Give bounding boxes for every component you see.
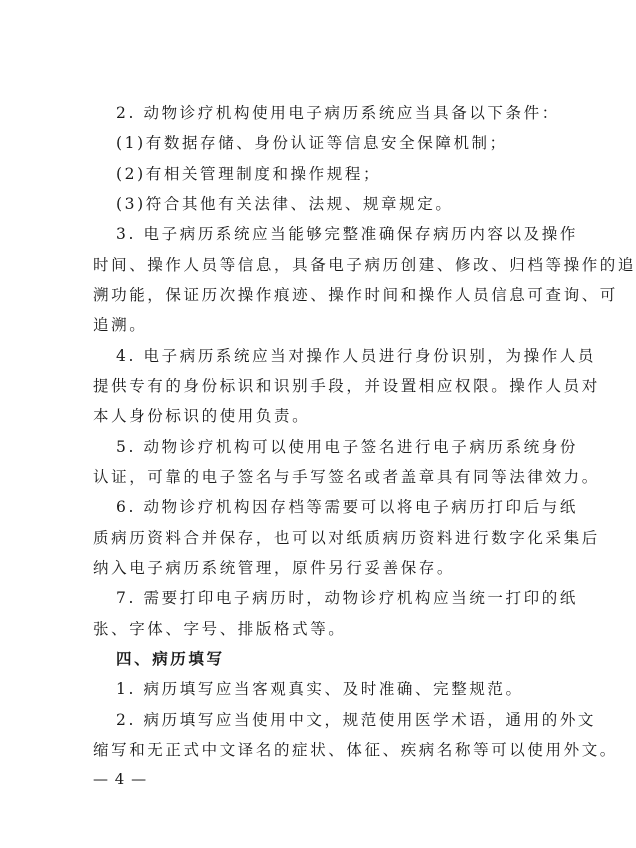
text-line: 认证，可靠的电子签名与手写签名或者盖章具有同等法律效力。 xyxy=(93,468,600,486)
page-number: — 4 — xyxy=(93,770,148,788)
text-line: 6. 动物诊疗机构因存档等需要可以将电子病历打印后与纸 xyxy=(116,498,578,516)
text-line: 3. 电子病历系统应当能够完整准确保存病历内容以及操作 xyxy=(116,225,578,243)
text-line: 张、字体、字号、排版格式等。 xyxy=(93,620,347,638)
text-line: 溯功能，保证历次操作痕迹、操作时间和操作人员信息可查询、可 xyxy=(93,286,618,304)
text-line: 2. 动物诊疗机构使用电子病历系统应当具备以下条件： xyxy=(116,104,560,122)
text-line: 缩写和无正式中文译名的症状、体征、疾病名称等可以使用外文。 xyxy=(93,741,618,759)
text-line: (2)有相关管理制度和操作规程； xyxy=(116,165,382,183)
text-line: 本人身份标识的使用负责。 xyxy=(93,407,311,425)
section-heading: 四、病历填写 xyxy=(116,650,225,668)
text-line: 提供专有的身份标识和识别手段，并设置相应权限。操作人员对 xyxy=(93,377,600,395)
text-line: 4. 电子病历系统应当对操作人员进行身份识别，为操作人员 xyxy=(116,347,597,365)
text-line: 时间、操作人员等信息，具备电子病历创建、修改、归档等操作的追 xyxy=(93,256,636,274)
text-line: (3)符合其他有关法律、法规、规章规定。 xyxy=(116,195,454,213)
text-line: 1. 病历填写应当客观真实、及时准确、完整规范。 xyxy=(116,680,524,698)
text-line: 5. 动物诊疗机构可以使用电子签名进行电子病历系统身份 xyxy=(116,438,578,456)
text-line: 2. 病历填写应当使用中文，规范使用医学术语，通用的外文 xyxy=(116,711,597,729)
text-line: (1)有数据存储、身份认证等信息安全保障机制； xyxy=(116,134,508,152)
text-line: 追溯。 xyxy=(93,316,148,334)
text-line: 7. 需要打印电子病历时，动物诊疗机构应当统一打印的纸 xyxy=(116,589,578,607)
text-line: 纳入电子病历系统管理，原件另行妥善保存。 xyxy=(93,559,456,577)
text-line: 质病历资料合并保存，也可以对纸质病历资料进行数字化采集后 xyxy=(93,529,600,547)
